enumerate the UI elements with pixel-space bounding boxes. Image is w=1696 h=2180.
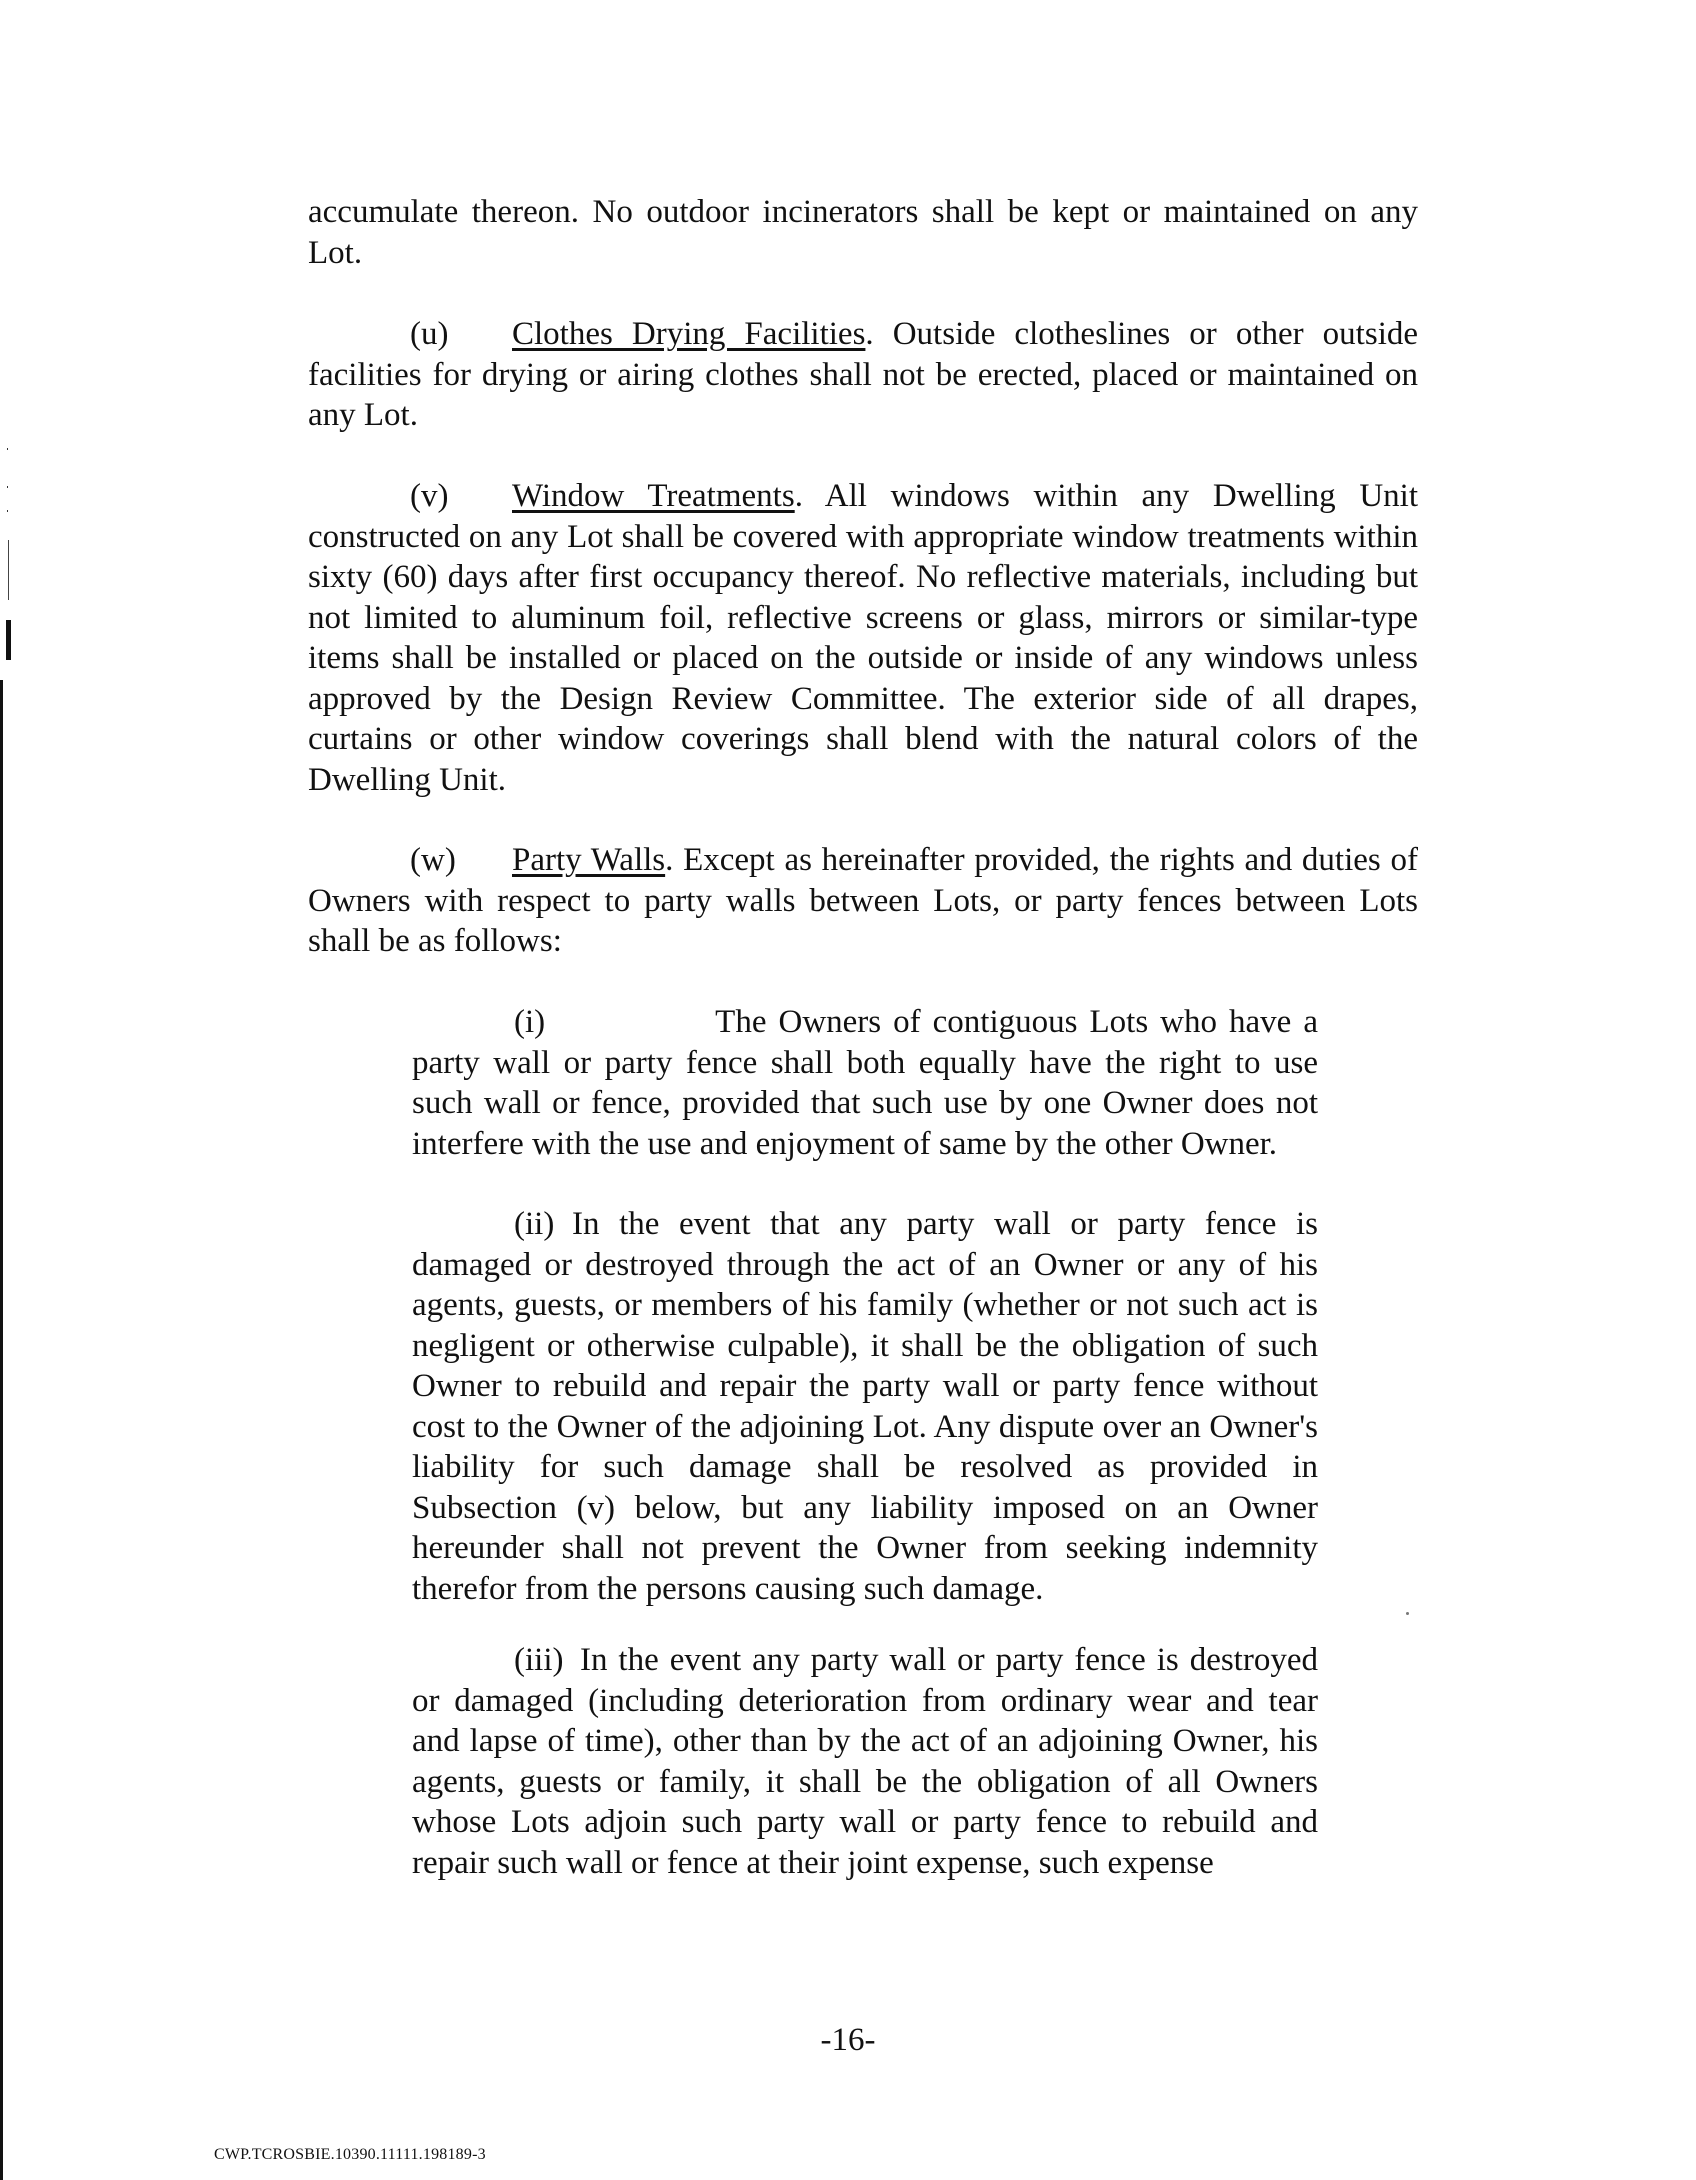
subsection-ii-text: In the event that any party wall or party fence is damaged or destroyed through the act of an Owner or any of his agents, guests, or members of his family (whether or not such act is negligent or otherwise culpable), it shall be the obligation of such Owner to rebuild and repair the party wall or party fence without cost to the Owner of the adjoining Lot. Any dispute over an Owner's liability for such damage shall be resolved as provided in Subsection (v) below, but any liability imposed on an Owner hereunder shall not prevent the Owner from seeking indemnity therefor from the persons causing such damage.: [412, 1206, 1318, 1607]
section-u-marker: (u): [410, 316, 449, 352]
subsection-iii-marker: (iii): [514, 1642, 564, 1678]
subsection-iii-text: In the event any party wall or party fence is destroyed or damaged (including deterioration from ordinary wear and tear and lapse of time), other than by the act of an adjoining Owner, his agents, guests or family, it shall be the obligation of all Owners whose Lots adjoin such party wall or party fence to rebuild and repair such wall or fence at their joint expense, such expense: [412, 1642, 1318, 1881]
document-reference: CWP.TCROSBIE.10390.11111.198189-3: [214, 2146, 486, 2163]
section-w-text: . Except as hereinafter provided, the rights and duties of Owners with respect to party walls between Lots, or party fences between Lots shall be as follows:: [308, 842, 1418, 959]
section-v-text: . All windows within any Dwelling Unit constructed on any Lot shall be covered with appropriate window treatments within sixty (60) days after first occupancy thereof. No reflective materials, including but not limited to aluminum foil, reflective screens or glass, mirrors or similar-type items shall be installed or placed on the outside or inside of any windows unless approved by the Design Review Committee. The exterior side of all drapes, curtains or other window coverings shall blend with the natural colors of the Dwelling Unit.: [308, 478, 1418, 798]
subsection-i-text: The Owners of contiguous Lots who have a party wall or party fence shall both equally have the right to use such wall or fence, provided that such use by one Owner does not interfere with the use and enjoyment of same by the other Owner.: [412, 1004, 1318, 1162]
subsection-ii-marker: (ii): [514, 1206, 555, 1242]
subsection-iii: [412, 1640, 1318, 1883]
subsection-i: [412, 1002, 1318, 1164]
continuation-paragraph: [308, 192, 1418, 273]
subsection-i-marker: (i): [514, 1004, 546, 1040]
page-number: -16-: [820, 2022, 876, 2058]
scan-margin-marks: [0, 440, 14, 2180]
section-u-heading: Clothes Drying Facilities: [512, 316, 866, 352]
section-w: [308, 840, 1418, 962]
section-w-marker: (w): [410, 842, 456, 878]
section-v: [308, 476, 1418, 800]
section-v-heading: Window Treatments: [512, 478, 795, 514]
scan-speck: [1406, 1612, 1409, 1615]
section-w-heading: Party Walls: [512, 842, 666, 878]
continuation-text: accumulate thereon. No outdoor incinerators shall be kept or maintained on any Lot.: [308, 194, 1418, 271]
section-u: [308, 314, 1418, 436]
section-v-marker: (v): [410, 478, 449, 514]
section-u-text: . Outside clotheslines or other outside facilities for drying or airing clothes shall not be erected, placed or maintained on any Lot.: [308, 316, 1419, 433]
subsection-ii: [412, 1204, 1318, 1609]
